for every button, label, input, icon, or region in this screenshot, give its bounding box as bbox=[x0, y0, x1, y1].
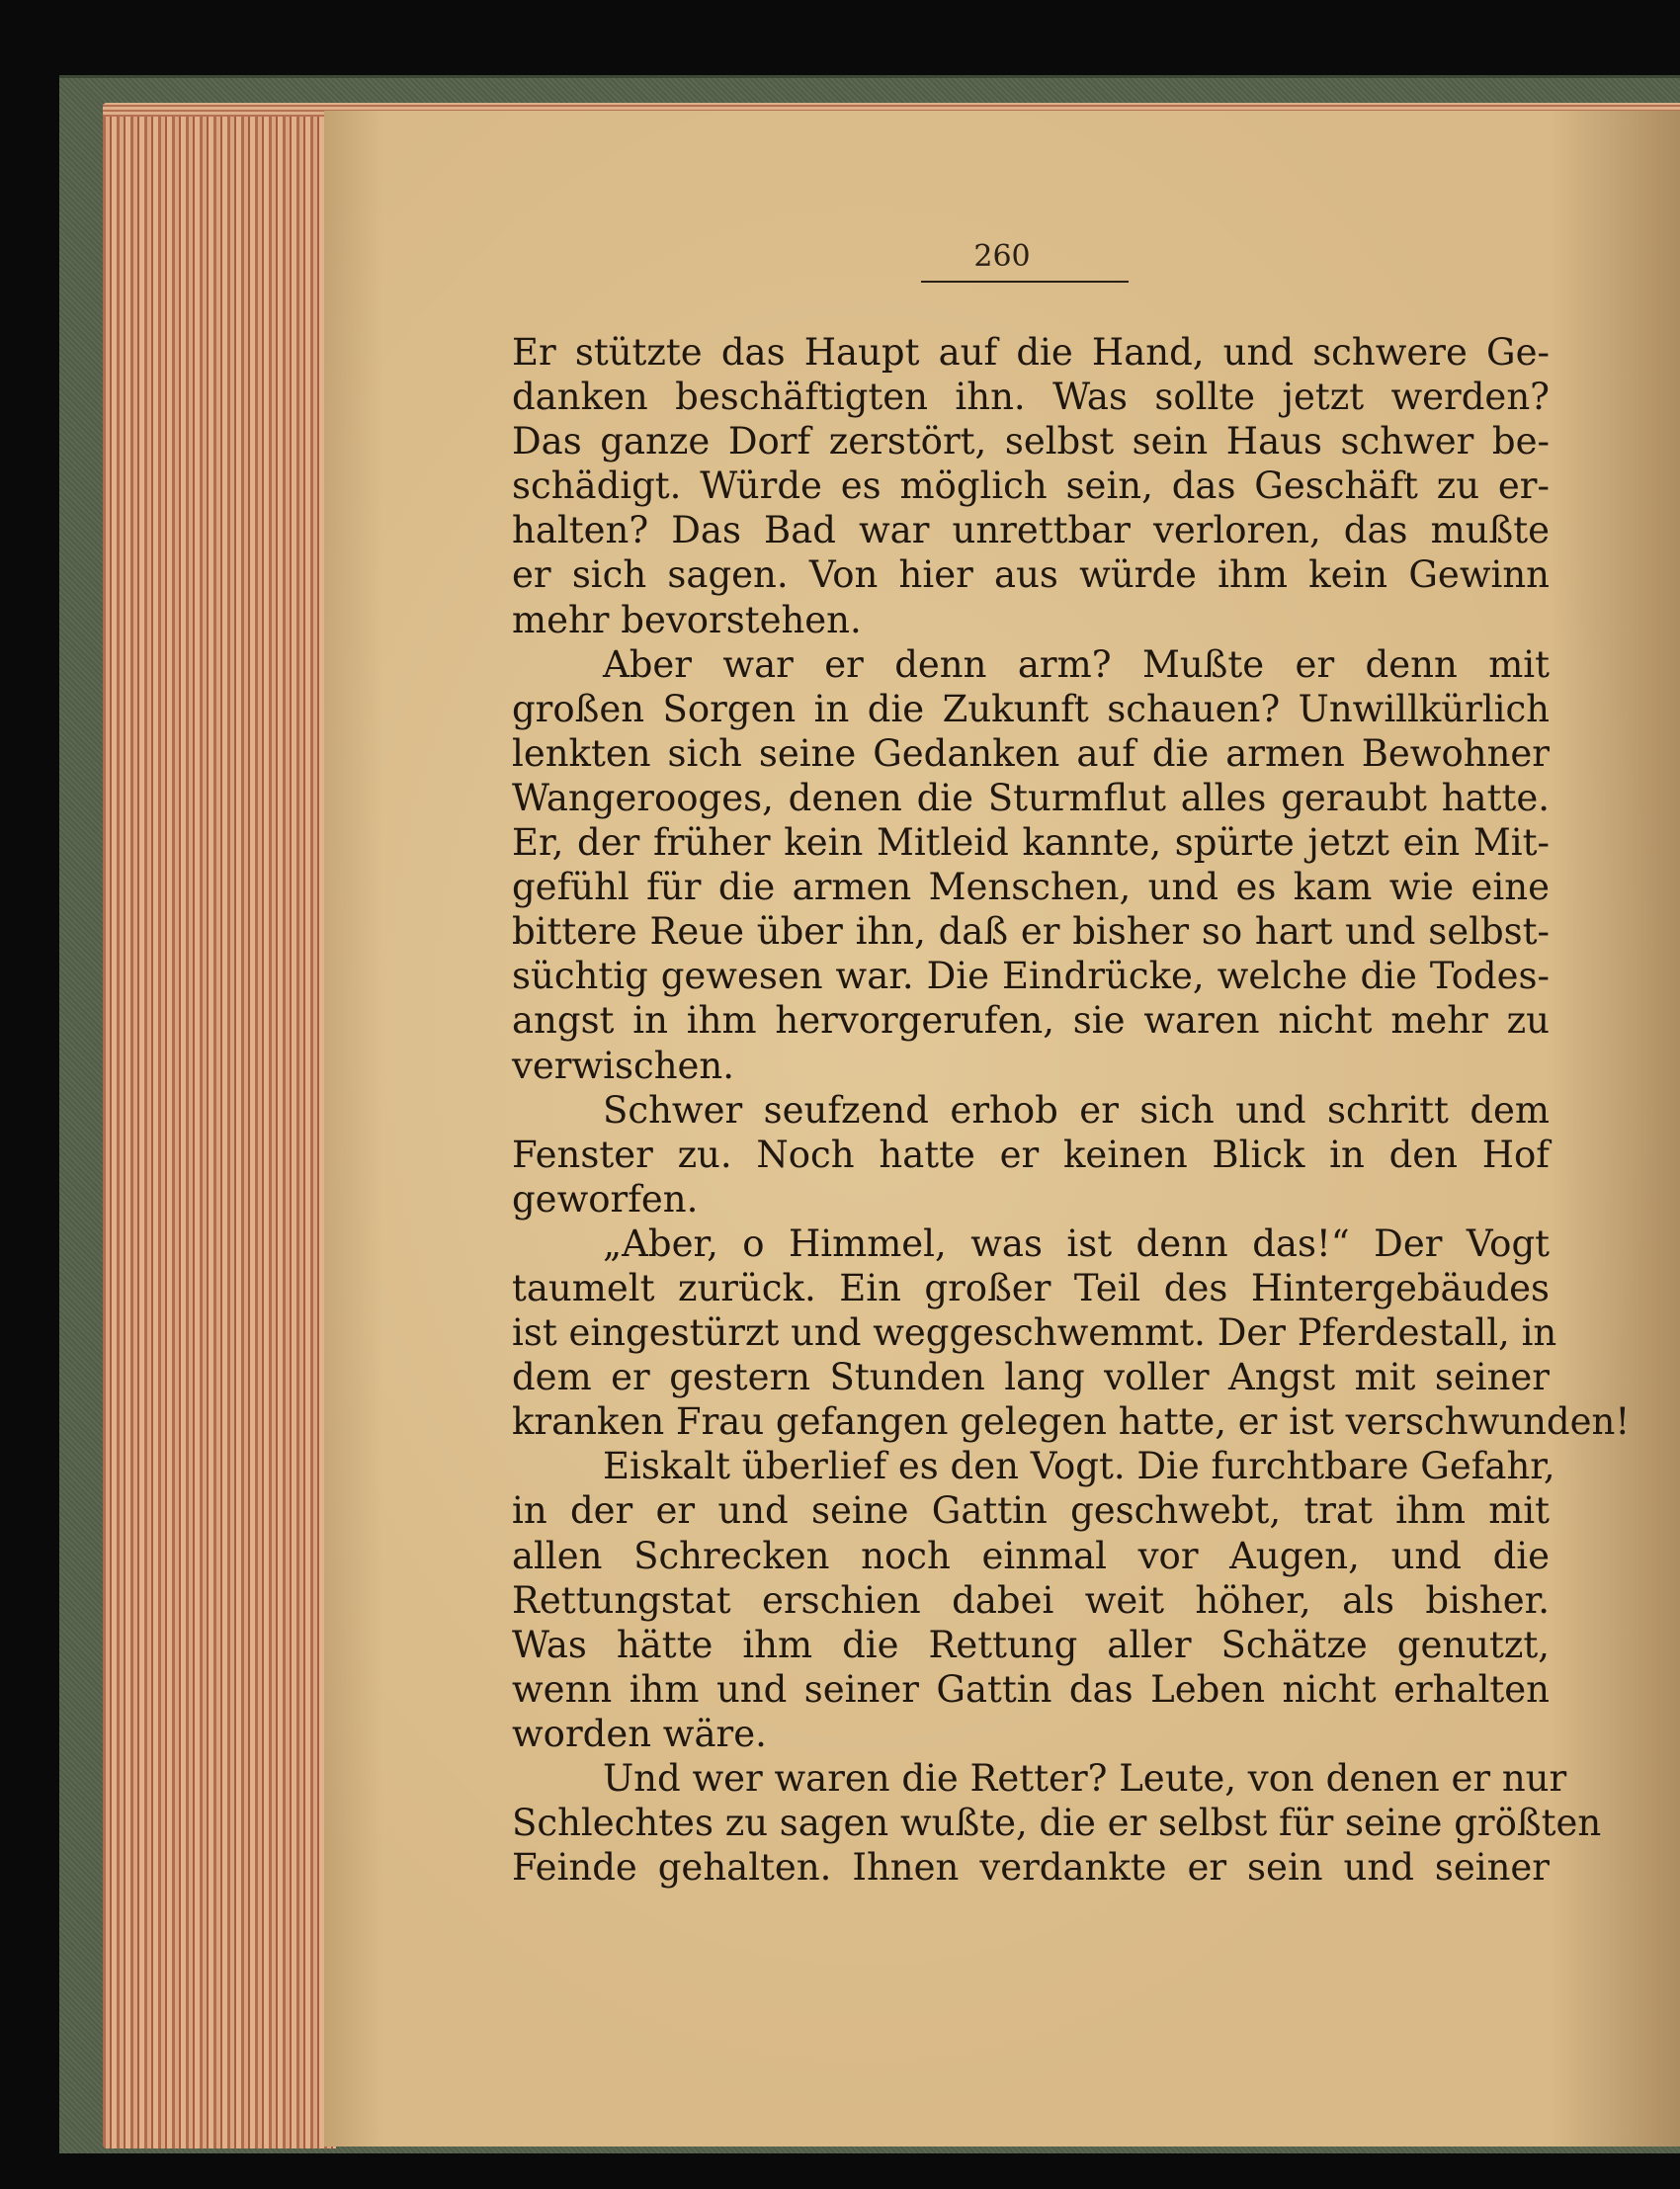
text-line: Aber war er denn arm? Mußte er denn mit bbox=[603, 642, 1550, 686]
text-line: mehr bevorstehen. bbox=[512, 598, 862, 641]
text-line: worden wäre. bbox=[512, 1712, 767, 1755]
text-line: wenn ihm und seiner Gattin das Leben nicht erhalten bbox=[512, 1667, 1550, 1711]
text-line: lenkten sich seine Gedanken auf die armen Bewohner bbox=[512, 731, 1550, 775]
text-line: Schlechtes zu sagen wußte, die er selbst für seine größten bbox=[512, 1802, 1602, 1845]
text-line: Was hätte ihm die Rettung aller Schätze genutzt, bbox=[512, 1623, 1550, 1666]
page-text bbox=[512, 330, 1680, 1890]
text-line: danken beschäftigten ihn. Was sollte jetzt werden? bbox=[512, 376, 1550, 419]
text-line: geworfen. bbox=[512, 1177, 699, 1221]
text-line: großen Sorgen in die Zukunft schauen? Unwillkürlich bbox=[512, 687, 1550, 730]
page-edges-left bbox=[103, 103, 336, 2148]
text-line: Er, der früher kein Mitleid kannte, spürte jetzt ein Mit- bbox=[512, 821, 1550, 865]
text-line: Und wer waren die Retter? Leute, von denen er nur bbox=[603, 1757, 1567, 1800]
text-line: bittere Reue über ihn, daß er bisher so hart und selbst- bbox=[512, 910, 1550, 954]
book-page bbox=[324, 111, 1680, 2147]
text-line: ist eingestürzt und weggeschwemmt. Der Pferdestall, in bbox=[512, 1311, 1557, 1355]
page-number: 260 bbox=[973, 239, 1031, 274]
text-line: Fenster zu. Noch hatte er keinen Blick in den Hof bbox=[512, 1133, 1550, 1176]
page-number-rule bbox=[921, 281, 1129, 283]
text-line: Feinde gehalten. Ihnen verdankte er sein und seiner bbox=[512, 1846, 1550, 1890]
text-line: taumelt zurück. Ein großer Teil des Hintergebäudes bbox=[512, 1266, 1550, 1309]
text-line: Rettungstat erschien dabei weit höher, als bisher. bbox=[512, 1578, 1550, 1622]
text-line: er sich sagen. Von hier aus würde ihm kein Gewinn bbox=[512, 553, 1550, 597]
text-line: angst in ihm hervorgerufen, sie waren nicht mehr zu bbox=[512, 999, 1550, 1043]
text-line: dem er gestern Stunden lang voller Angst mit seiner bbox=[512, 1356, 1550, 1399]
text-line: allen Schrecken noch einmal vor Augen, und die bbox=[512, 1534, 1550, 1577]
text-line: kranken Frau gefangen gelegen hatte, er ist verschwunden! bbox=[512, 1400, 1631, 1444]
text-line: verwischen. bbox=[512, 1044, 735, 1087]
text-line: Wangerooges, denen die Sturmflut alles geraubt hatte. bbox=[512, 776, 1550, 819]
text-line: „Aber, o Himmel, was ist denn das!“ Der Vogt bbox=[603, 1221, 1550, 1265]
text-line: in der er und seine Gattin geschwebt, trat ihm mit bbox=[512, 1489, 1550, 1533]
text-line: Eiskalt überlief es den Vogt. Die furchtbare Gefahr, bbox=[603, 1445, 1555, 1488]
text-line: Schwer seufzend erhob er sich und schritt dem bbox=[603, 1088, 1550, 1132]
text-line: halten? Das Bad war unrettbar verloren, das mußte bbox=[512, 509, 1550, 552]
text-line: schädigt. Würde es möglich sein, das Geschäft zu er- bbox=[512, 464, 1550, 508]
text-line: süchtig gewesen war. Die Eindrücke, welche die Todes- bbox=[512, 955, 1550, 998]
text-line: Das ganze Dorf zerstört, selbst sein Haus schwer be- bbox=[512, 420, 1550, 463]
text-line: gefühl für die armen Menschen, und es kam wie eine bbox=[512, 866, 1550, 909]
text-line: Er stützte das Haupt auf die Hand, und schwere Ge- bbox=[512, 331, 1550, 374]
